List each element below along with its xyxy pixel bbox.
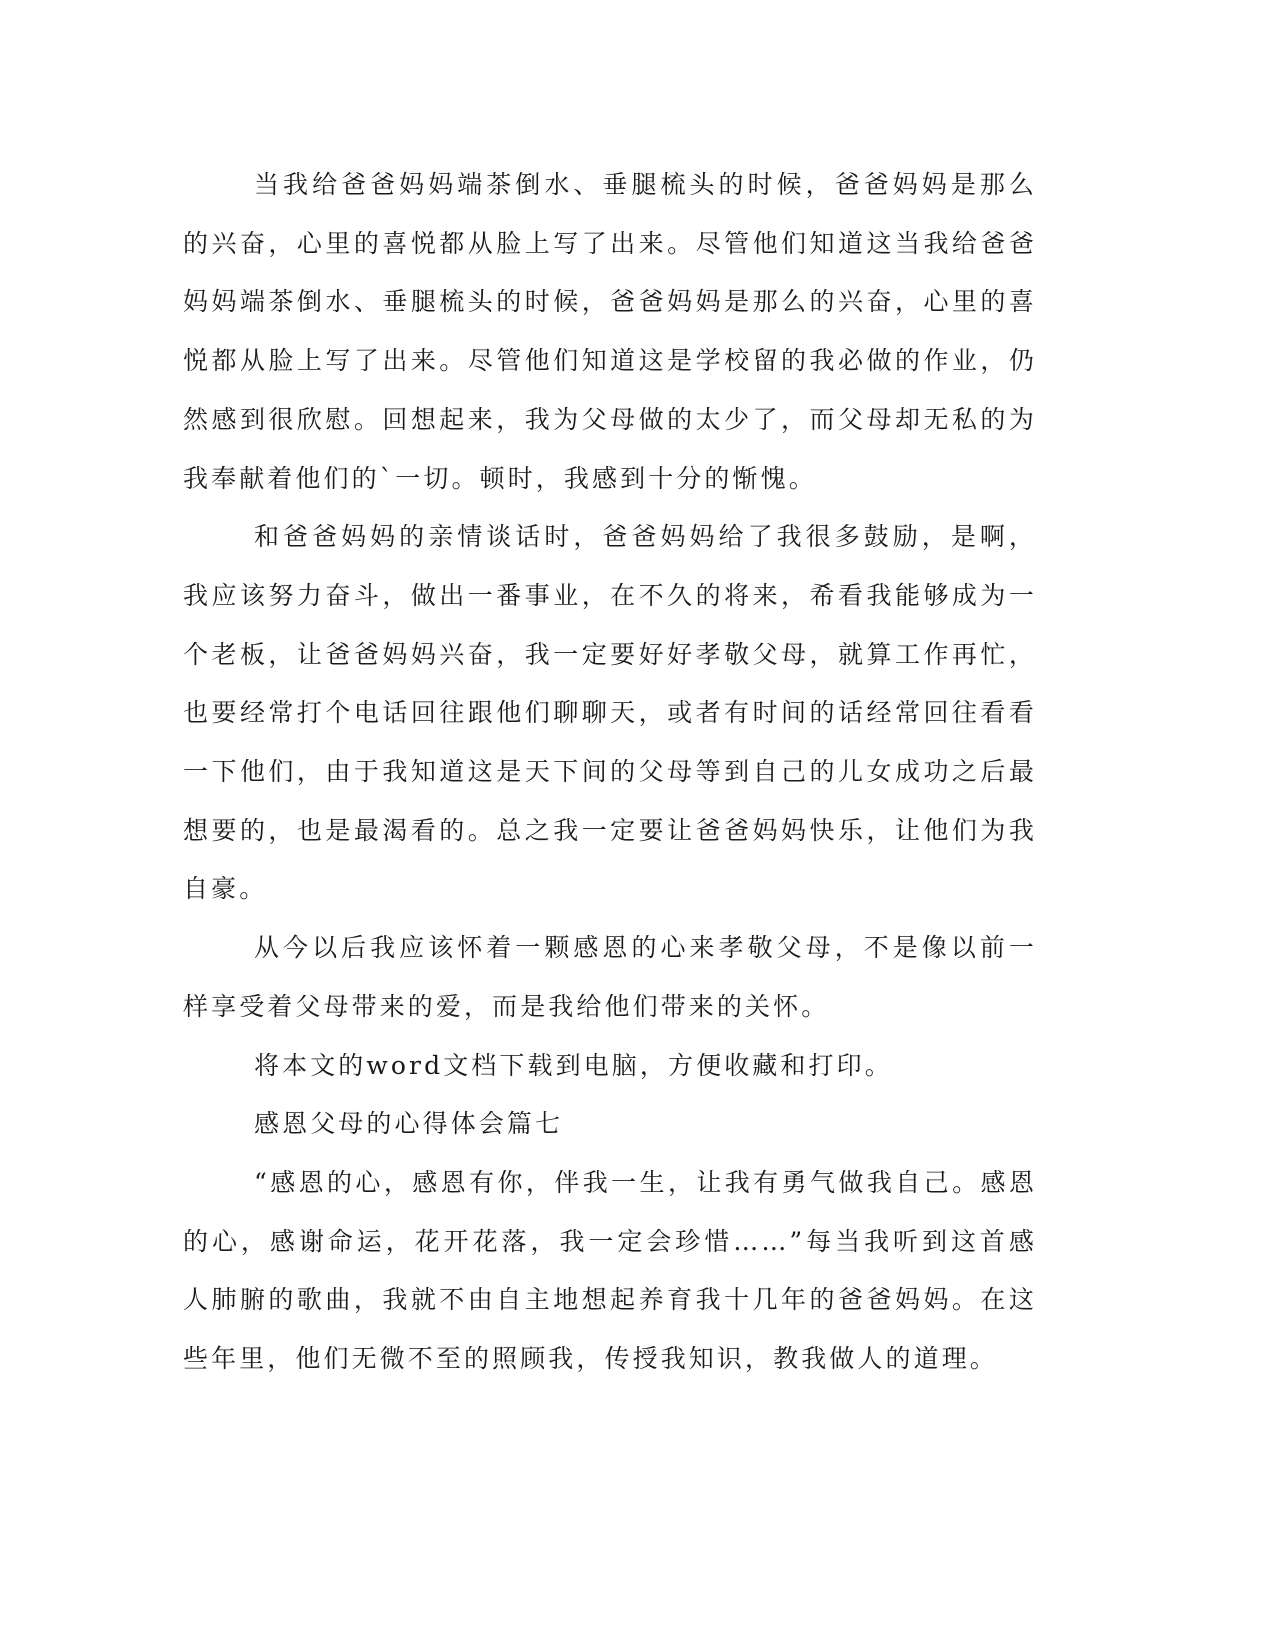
section-heading: 感恩父母的心得体会篇七: [254, 1109, 564, 1139]
paragraph-3: 从今以后我应该怀着一颗感恩的心来孝敬父母，不是像以前一样享受着父母带来的爱，而是我给他们带来的关怀。: [183, 933, 1037, 1021]
paragraph-2: 和爸爸妈妈的亲情谈话时，爸爸妈妈给了我很多鼓励，是啊，我应该努力奋斗，做出一番事业，在不久的将来，希看我能够成为一个老板，让爸爸妈妈兴奋，我一定要好好孝敬父母，就算工作再忙，也要经常打个电话回往跟他们聊聊天，或者有时间的话经常回往看看一下他们，由于我知道这是天下间的父母等到自己的儿女成功之后最想要的，也是最渴看的。总之我一定要让爸爸妈妈快乐，让他们为我自豪。: [183, 522, 1037, 904]
document-body: [183, 156, 1037, 1389]
paragraph-6: “感恩的心，感恩有你，伴我一生，让我有勇气做我自己。感恩的心，感谢命运，花开花落，我一定会珍惜……”每当我听到这首感人肺腑的歌曲，我就不由自主地想起养育我十几年的爸爸妈妈。在这些年里，他们无微不至的照顾我，传授我知识，教我做人的道理。: [183, 1167, 1037, 1374]
download-note: 将本文的word文档下载到电脑，方便收藏和打印。: [254, 1050, 893, 1080]
paragraph-1: 当我给爸爸妈妈端茶倒水、垂腿梳头的时候，爸爸妈妈是那么的兴奋，心里的喜悦都从脸上写了出来。尽管他们知道这当我给爸爸妈妈端茶倒水、垂腿梳头的时候，爸爸妈妈是那么的兴奋，心里的喜悦都从脸上写了出来。尽管他们知道这是学校留的我必做的作业，仍然感到很欣慰。回想起来，我为父母做的太少了，而父母却无私的为我奉献着他们的`一切。顿时，我感到十分的惭愧。: [183, 170, 1037, 493]
